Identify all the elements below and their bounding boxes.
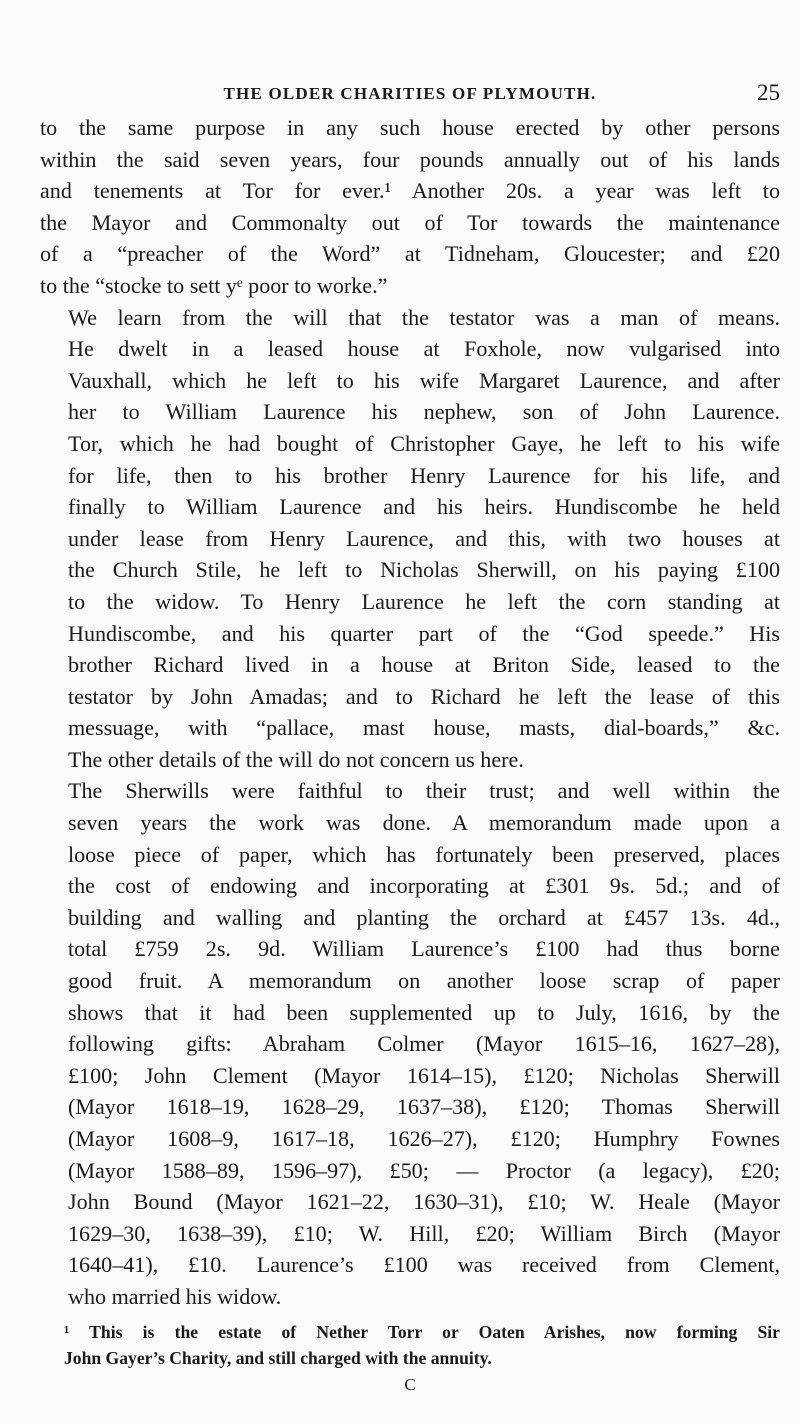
text-line: 1629–30, 1638–39), £10; W. Hill, £20; William Birch (Mayor: [68, 1220, 780, 1246]
text-line: to the “stocke to sett yᵉ poor to worke.”: [40, 272, 388, 298]
text-line: for life, then to his brother Henry Laurence for his life, and: [68, 462, 780, 488]
body-text: [40, 112, 780, 1313]
text-line: Vauxhall, which he left to his wife Margaret Laurence, and after: [68, 367, 780, 393]
paragraph: [40, 302, 780, 776]
text-line: the Mayor and Commonalty out of Tor towards the maintenance: [40, 209, 780, 235]
text-line: (Mayor 1588–89, 1596–97), £50; — Proctor (a legacy), £20;: [68, 1157, 780, 1183]
text-line: testator by John Amadas; and to Richard he left the lease of this: [68, 683, 780, 709]
text-line: within the said seven years, four pounds annually out of his lands: [40, 146, 780, 172]
text-line: The other details of the will do not concern us here.: [68, 746, 524, 772]
text-line: He dwelt in a leased house at Foxhole, now vulgarised into: [68, 336, 780, 362]
page-header: [40, 0, 780, 112]
text-line: Tor, which he had bought of Christopher Gaye, he left to his wife: [68, 430, 780, 456]
footnote-line: John Gayer’s Charity, and still charged with the annuity.: [64, 1347, 492, 1368]
text-line: her to William Laurence his nephew, son of John Laurence.: [68, 399, 780, 425]
text-line: good fruit. A memorandum on another loose scrap of paper: [68, 968, 780, 994]
signature-mark: C: [404, 1374, 416, 1394]
text-line: following gifts: Abraham Colmer (Mayor 1615–16, 1627–28),: [68, 1031, 780, 1057]
text-line: We learn from the will that the testator was a man of means.: [68, 304, 780, 330]
text-line: building and walling and planting the orchard at £457 13s. 4d.,: [68, 904, 780, 930]
text-line: 1640–41), £10. Laurence’s £100 was received from Clement,: [68, 1252, 780, 1278]
text-line: under lease from Henry Laurence, and this, with two houses at: [68, 525, 780, 551]
text-line: to the same purpose in any such house erected by other persons: [40, 115, 780, 140]
text-line: The Sherwills were faithful to their trust; and well within the: [68, 778, 780, 804]
text-line: total £759 2s. 9d. William Laurence’s £100 had thus borne: [68, 936, 780, 962]
text-line: £100; John Clement (Mayor 1614–15), £120; Nicholas Sherwill: [68, 1062, 780, 1088]
text-line: and tenements at Tor for ever.¹ Another 20s. a year was left to: [40, 178, 780, 204]
footnote-line: ¹ This is the estate of Nether Torr or Oaten Arishes, now forming Sir: [64, 1321, 780, 1342]
text-line: the Church Stile, he left to Nicholas Sherwill, on his paying £100: [68, 557, 780, 583]
running-title: THE OLDER CHARITIES OF PLYMOUTH.: [223, 84, 597, 103]
text-line: brother Richard lived in a house at Briton Side, leased to the: [68, 652, 780, 678]
text-line: loose piece of paper, which has fortunately been preserved, places: [68, 841, 780, 867]
text-line: who married his widow.: [68, 1283, 282, 1309]
paragraph: [40, 775, 780, 1312]
text-line: John Bound (Mayor 1621–22, 1630–31), £10; W. Heale (Mayor: [68, 1189, 780, 1215]
page-number: 25: [757, 80, 780, 105]
text-line: seven years the work was done. A memorandum made upon a: [68, 810, 780, 836]
paragraph: [40, 112, 780, 302]
book-page: [40, 0, 780, 1424]
text-line: shows that it had been supplemented up to July, 1616, by the: [68, 999, 780, 1025]
text-line: finally to William Laurence and his heirs. Hundiscombe he held: [68, 494, 780, 520]
text-line: to the widow. To Henry Laurence he left the corn standing at: [68, 588, 780, 614]
text-line: (Mayor 1608–9, 1617–18, 1626–27), £120; Humphry Fownes: [68, 1126, 780, 1151]
footnote: [40, 1319, 780, 1371]
text-line: (Mayor 1618–19, 1628–29, 1637–38), £120; Thomas Sherwill: [68, 1094, 780, 1120]
text-line: of a “preacher of the Word” at Tidneham, Gloucester; and £20: [40, 241, 780, 267]
text-line: messuage, with “pallace, mast house, masts, dial-boards,” &c.: [68, 715, 780, 741]
text-line: the cost of endowing and incorporating at £301 9s. 5d.; and of: [68, 873, 780, 899]
text-line: Hundiscombe, and his quarter part of the “God speede.” His: [68, 620, 780, 646]
